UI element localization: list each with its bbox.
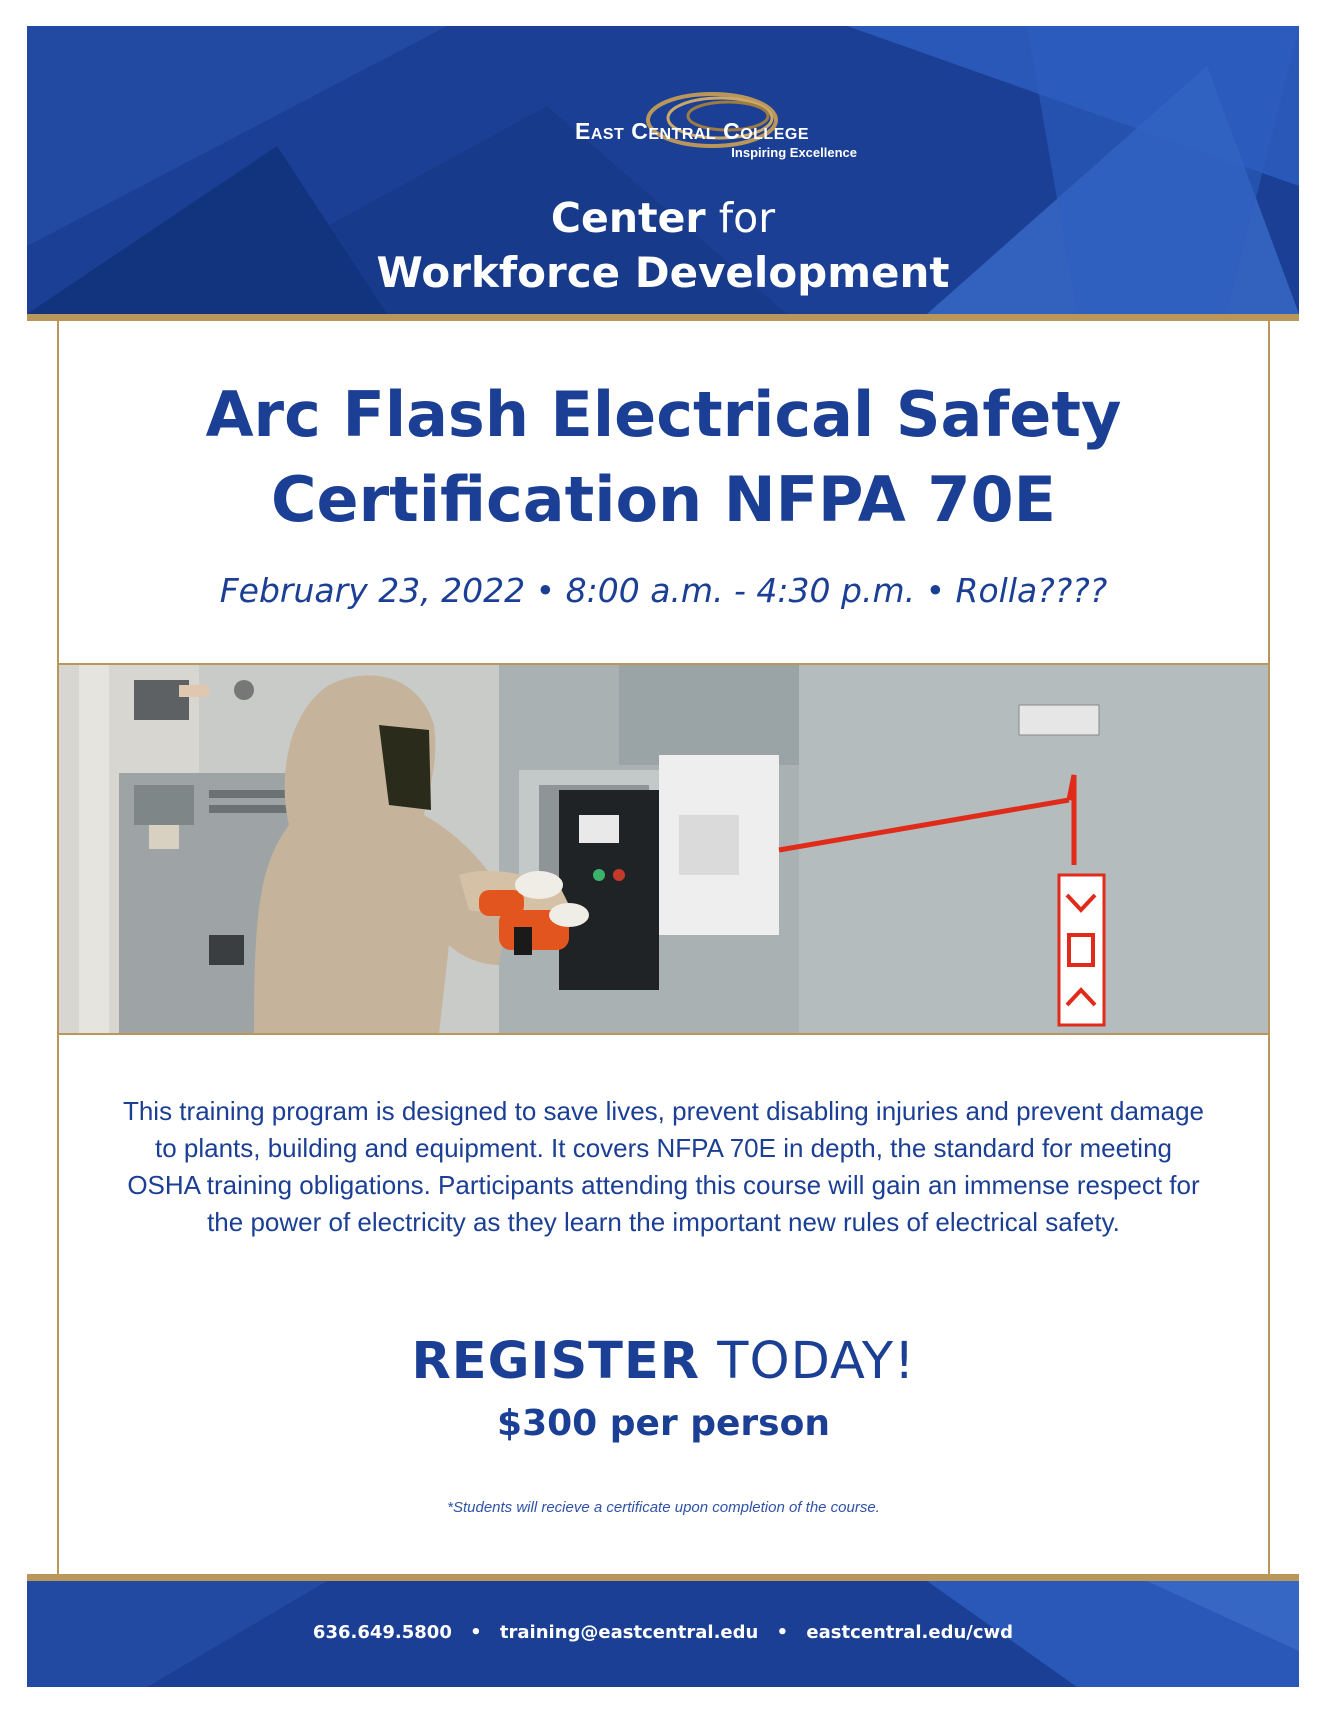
email-link[interactable]: training@eastcentral.edu (499, 1622, 759, 1643)
course-schedule: February 23, 2022 • 8:00 a.m. - 4:30 p.m. • Rolla???? (219, 571, 1108, 610)
footer-banner (27, 1581, 1299, 1687)
logo-name: East Central College (574, 118, 809, 144)
website-link[interactable]: eastcentral.edu/cwd (806, 1622, 1014, 1643)
for-word: for (718, 194, 776, 242)
contact-line (27, 1622, 1299, 1643)
logo-tagline: Inspiring Excellence (731, 145, 857, 160)
center-heading (27, 194, 1299, 242)
frame-border-right (1268, 321, 1270, 1579)
college-logo (512, 84, 872, 164)
course-title-line1: Arc Flash Electrical Safety (205, 378, 1122, 451)
register-word: REGISTER (411, 1332, 701, 1391)
course-title-line2: Certification NFPA 70E (271, 463, 1056, 536)
separator-dot: • (776, 1622, 789, 1643)
price: $300 per person (497, 1403, 830, 1444)
register-heading (59, 1332, 1268, 1391)
phone-number[interactable]: 636.649.5800 (312, 1622, 452, 1643)
gold-divider-top (27, 314, 1299, 321)
technician-switchgear-image (59, 665, 1268, 1033)
today-word: TODAY! (717, 1332, 916, 1391)
course-title (59, 372, 1268, 542)
department-heading: Workforce Development (376, 248, 950, 297)
hero-photo (59, 663, 1268, 1035)
separator-dot: • (470, 1622, 482, 1643)
gold-divider-bottom (27, 1574, 1299, 1581)
header-banner (27, 26, 1299, 314)
center-word: Center (550, 194, 706, 242)
certificate-note: *Students will recieve a certificate upon completion of the course. (447, 1499, 880, 1516)
course-description: This training program is designed to save lives, prevent disabling injuries and prevent damage to plants, building and equipment. It covers NFPA 70E in depth, the standard for meeting OSHA training obligations. Participants attending this course will gain an immense respect for the power of electricity as they learn the important new rules of electrical safety. (122, 1096, 1205, 1237)
